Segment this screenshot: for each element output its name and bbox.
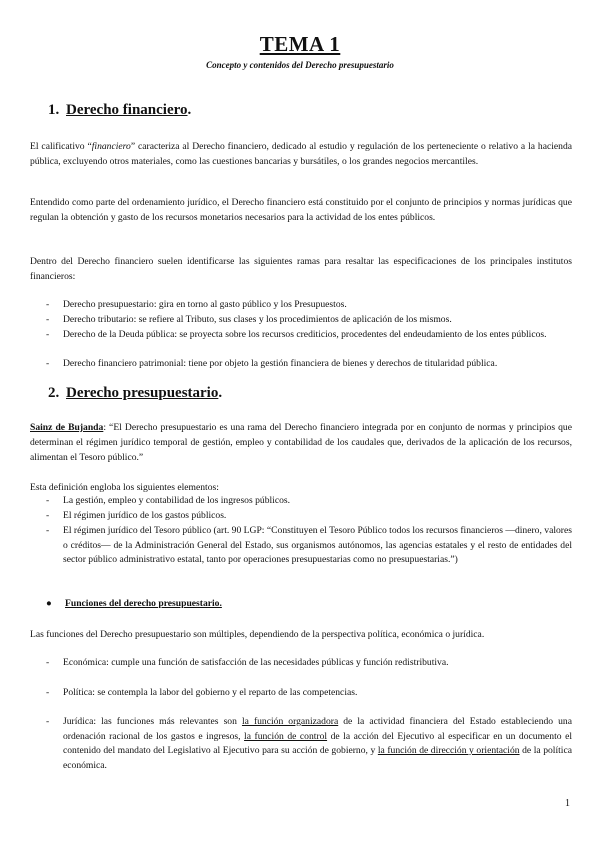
list-item: - Económica: cumple una función de satisfacción de las necesidades públicas y función redistributiva.	[46, 657, 449, 668]
section-title: Derecho financiero	[66, 102, 188, 118]
list-item: - El régimen jurídico de los gastos públicos.	[46, 510, 227, 521]
paragraph: Esta definición engloba los siguientes elementos:	[30, 482, 219, 493]
functions-heading: ● Funciones del derecho presupuestario.	[46, 598, 222, 609]
list-item: - Jurídica: las funciones más relevantes son la función organizadora de la actividad financiera del Estado estableciendo una ordenación racional de los gastos e ingresos, la función de control de la acción del Ejecutivo al especificar en un documento el contenido del mandato del Legislativo al Ejecutivo para su acción de gobierno, y la función de dirección y orientación de la política económica.	[46, 716, 572, 771]
paragraph: El calificativo “financiero” caracteriza al Derecho financiero, dedicado al estudio y regulación de los perteneciente o relativo a la hacienda pública, excluyendo otros materiales, como las cuestiones bancarias y bursátiles, o los grandes negocios mercantiles.	[30, 141, 572, 167]
bullet-icon: ●	[46, 598, 52, 609]
list-item: - La gestión, empleo y contabilidad de los ingresos públicos.	[46, 495, 291, 506]
paragraph: Dentro del Derecho financiero suelen identificarse las siguientes ramas para resaltar las especificaciones de los principales institutos financieros:	[30, 256, 572, 282]
list-item: - El régimen jurídico del Tesoro público (art. 90 LGP: “Constituyen el Tesoro Público todos los recursos financieros —dinero, valores o créditos— de la Administración General del Estado, sus organismos autónomos, las agencias estatales y el resto de entidades del sector público administrativo estatal, tanto por operaciones presupuestarias como no presupuestarias.”)	[46, 525, 572, 565]
quote-paragraph: Sainz de Bujanda: “El Derecho presupuestario es una rama del Derecho financiero integrada por en conjunto de normas y principios que determinan el régimen jurídico temporal de gestión, empleo y contabilidad de los caudales que, derivados de la aplicación de los recursos, alimentan el Tesoro público.”	[30, 422, 572, 463]
section-number: 1.	[48, 102, 60, 118]
section-title: Derecho presupuestario	[66, 385, 219, 401]
italic-term: financiero	[91, 141, 131, 152]
section-dot: .	[187, 102, 192, 118]
section-number: 2.	[48, 385, 60, 401]
page-number: 1	[565, 798, 570, 809]
list-item: - Derecho presupuestario: gira en torno al gasto público y los Presupuestos.	[46, 299, 347, 310]
list-item: - Política: se contempla la labor del gobierno y el reparto de las competencias.	[46, 687, 358, 698]
quote-author: Sainz de Bujanda	[30, 422, 104, 433]
page-title: TEMA 1	[259, 32, 341, 56]
section-2-heading	[48, 385, 222, 402]
section-1-heading	[48, 102, 191, 119]
page-subtitle: Concepto y contenidos del Derecho presupuestario	[206, 60, 394, 70]
paragraph: Entendido como parte del ordenamiento jurídico, el Derecho financiero está constituido por el conjunto de principios y normas jurídicas que regulan la obtención y gasto de los recursos monetarios necesarios para la actividad de los entes públicos.	[30, 197, 572, 223]
section-dot: .	[218, 385, 223, 401]
paragraph: Las funciones del Derecho presupuestario son múltiples, dependiendo de la perspectiva política, económica o jurídica.	[30, 629, 485, 640]
list-item: - Derecho financiero patrimonial: tiene por objeto la gestión financiera de bienes y derechos de titularidad pública.	[46, 358, 498, 369]
list-item: - Derecho de la Deuda pública: se proyecta sobre los recursos crediticios, procedentes del endeudamiento de los entes públicos.	[46, 329, 547, 340]
list-item: - Derecho tributario: se refiere al Tributo, sus clases y los procedimientos de aplicación de los mismos.	[46, 314, 452, 325]
